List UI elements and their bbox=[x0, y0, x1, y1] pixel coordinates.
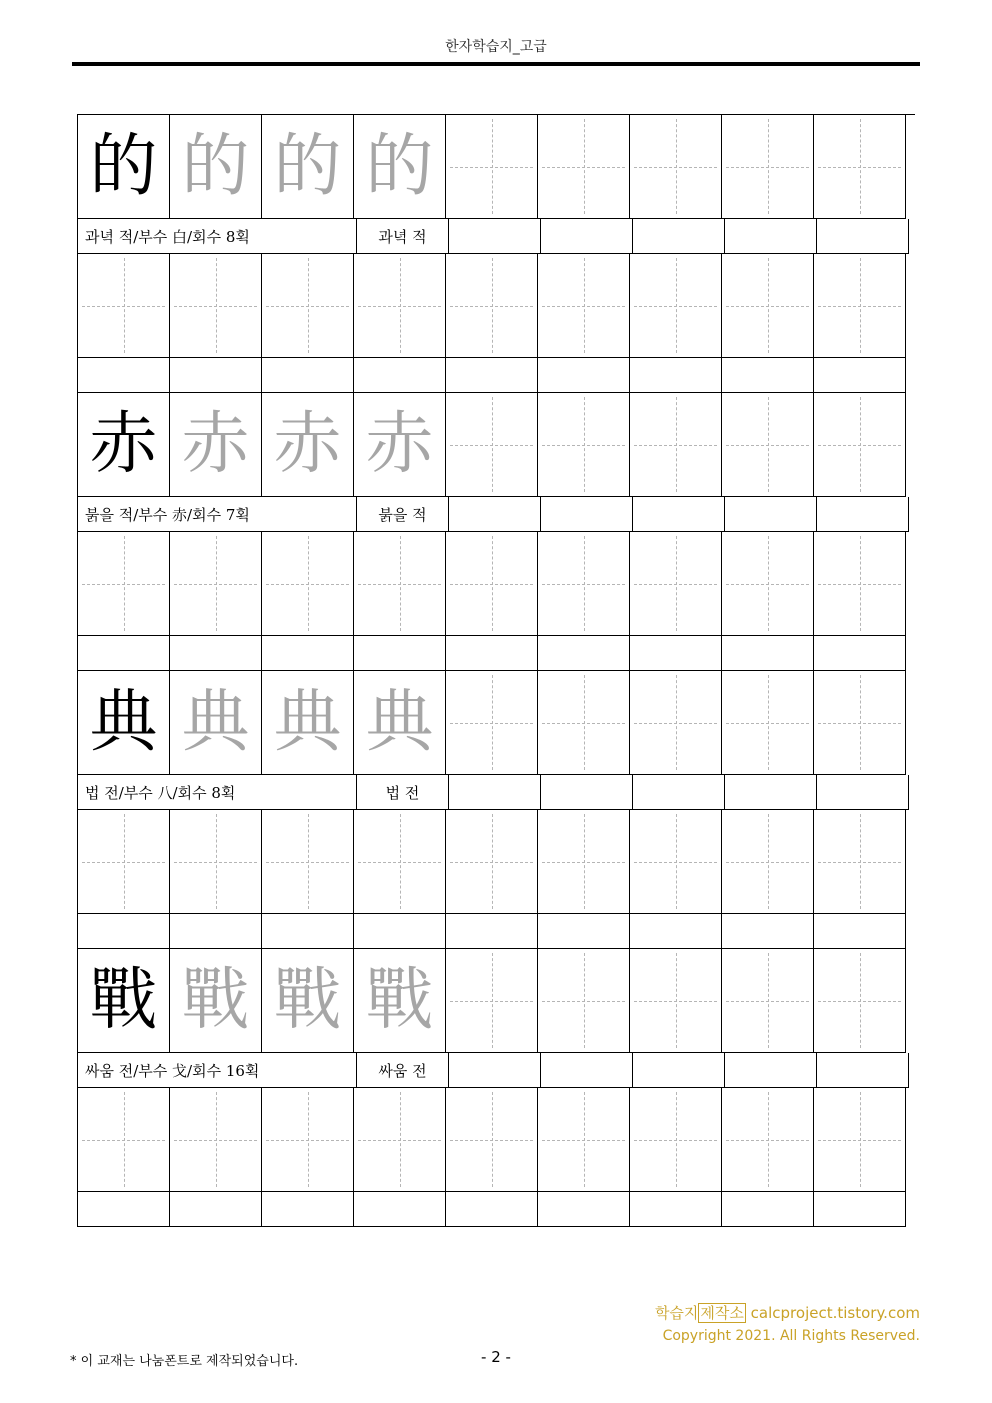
writing-cell[interactable] bbox=[170, 1088, 262, 1192]
blank-cell[interactable] bbox=[633, 219, 725, 254]
blank-cell[interactable] bbox=[630, 636, 722, 671]
model-character: 赤 bbox=[89, 404, 158, 484]
practice-row bbox=[78, 671, 915, 775]
blank-cell[interactable] bbox=[722, 636, 814, 671]
practice-row bbox=[78, 393, 915, 497]
writing-cell[interactable] bbox=[78, 532, 170, 636]
blank-cell[interactable] bbox=[541, 775, 633, 810]
practice-grid bbox=[77, 114, 915, 1227]
character-info-cell bbox=[78, 775, 357, 810]
writing-cell[interactable] bbox=[722, 671, 814, 775]
practice-row bbox=[78, 254, 915, 358]
copyright-text: Copyright 2021. All Rights Reserved. bbox=[662, 1328, 920, 1344]
blank-cell[interactable] bbox=[630, 358, 722, 393]
writing-cell[interactable] bbox=[630, 254, 722, 358]
writing-cell[interactable] bbox=[722, 1088, 814, 1192]
writing-cell[interactable] bbox=[722, 949, 814, 1053]
writing-cell[interactable] bbox=[538, 254, 630, 358]
brand-prefix: 학습지 bbox=[654, 1304, 699, 1322]
writing-cell[interactable] bbox=[262, 254, 354, 358]
blank-cell[interactable] bbox=[722, 914, 814, 949]
writing-cell[interactable] bbox=[538, 810, 630, 914]
blank-cell[interactable] bbox=[814, 914, 906, 949]
trace-character: 戰 bbox=[181, 960, 250, 1040]
writing-cell[interactable] bbox=[630, 671, 722, 775]
trace-cell[interactable] bbox=[354, 115, 446, 219]
blank-cell[interactable] bbox=[449, 775, 541, 810]
trace-cell[interactable] bbox=[262, 393, 354, 497]
meaning-cell bbox=[357, 219, 449, 254]
trace-cell[interactable] bbox=[170, 393, 262, 497]
character-info-cell bbox=[78, 219, 357, 254]
character-meaning: 싸움 전 bbox=[378, 1061, 427, 1080]
blank-cell[interactable] bbox=[262, 358, 354, 393]
blank-cell[interactable] bbox=[170, 914, 262, 949]
page-number: - 2 - bbox=[481, 1348, 511, 1366]
writing-cell[interactable] bbox=[78, 1088, 170, 1192]
writing-cell[interactable] bbox=[446, 115, 538, 219]
trace-character: 的 bbox=[365, 126, 434, 206]
writing-cell[interactable] bbox=[814, 532, 906, 636]
practice-row bbox=[78, 810, 915, 914]
blank-cell[interactable] bbox=[449, 219, 541, 254]
writing-cell[interactable] bbox=[262, 1088, 354, 1192]
writing-cell[interactable] bbox=[538, 1088, 630, 1192]
brand-boxed: 제작소 bbox=[700, 1304, 744, 1322]
blank-cell[interactable] bbox=[633, 775, 725, 810]
font-note: * 이 교재는 나눔폰트로 제작되었습니다. bbox=[70, 1354, 299, 1369]
writing-cell[interactable] bbox=[354, 1088, 446, 1192]
writing-cell[interactable] bbox=[170, 810, 262, 914]
practice-row bbox=[78, 115, 915, 219]
character-meaning: 과녁 적 bbox=[378, 227, 427, 246]
blank-cell[interactable] bbox=[541, 1053, 633, 1088]
blank-cell[interactable] bbox=[817, 219, 909, 254]
writing-cell[interactable] bbox=[630, 1088, 722, 1192]
blank-cell[interactable] bbox=[541, 497, 633, 532]
writing-cell[interactable] bbox=[78, 254, 170, 358]
info-row bbox=[78, 775, 915, 810]
writing-cell[interactable] bbox=[814, 1088, 906, 1192]
writing-cell[interactable] bbox=[814, 671, 906, 775]
blank-cell[interactable] bbox=[630, 914, 722, 949]
trace-cell[interactable] bbox=[170, 115, 262, 219]
trace-cell[interactable] bbox=[262, 115, 354, 219]
writing-cell[interactable] bbox=[262, 810, 354, 914]
writing-cell[interactable] bbox=[722, 532, 814, 636]
writing-cell[interactable] bbox=[446, 671, 538, 775]
brand-line bbox=[655, 1302, 920, 1323]
blank-cell[interactable] bbox=[354, 636, 446, 671]
writing-cell[interactable] bbox=[354, 532, 446, 636]
blank-row bbox=[78, 914, 915, 949]
writing-cell[interactable] bbox=[538, 532, 630, 636]
blank-cell[interactable] bbox=[449, 1053, 541, 1088]
page-header-title: 한자학습지_고급 bbox=[445, 39, 547, 55]
practice-row bbox=[78, 949, 915, 1053]
info-row bbox=[78, 1053, 915, 1088]
blank-cell[interactable] bbox=[817, 775, 909, 810]
writing-cell[interactable] bbox=[814, 115, 906, 219]
model-cell bbox=[78, 115, 170, 219]
blank-row bbox=[78, 636, 915, 671]
blank-row bbox=[78, 358, 915, 393]
blank-cell[interactable] bbox=[354, 358, 446, 393]
writing-cell[interactable] bbox=[446, 949, 538, 1053]
writing-cell[interactable] bbox=[722, 393, 814, 497]
blank-cell[interactable] bbox=[449, 497, 541, 532]
writing-cell[interactable] bbox=[630, 949, 722, 1053]
writing-cell[interactable] bbox=[630, 115, 722, 219]
writing-cell[interactable] bbox=[538, 393, 630, 497]
blank-cell[interactable] bbox=[170, 1192, 262, 1227]
blank-cell[interactable] bbox=[262, 1192, 354, 1227]
character-info: 법 전/부수 八/회수 8획 bbox=[85, 783, 236, 802]
writing-cell[interactable] bbox=[170, 254, 262, 358]
writing-cell[interactable] bbox=[814, 393, 906, 497]
blank-cell[interactable] bbox=[262, 636, 354, 671]
writing-cell[interactable] bbox=[446, 810, 538, 914]
blank-cell[interactable] bbox=[722, 358, 814, 393]
blank-cell[interactable] bbox=[538, 914, 630, 949]
trace-cell[interactable] bbox=[354, 949, 446, 1053]
trace-character: 典 bbox=[365, 682, 434, 762]
writing-cell[interactable] bbox=[446, 1088, 538, 1192]
blank-cell[interactable] bbox=[541, 219, 633, 254]
blank-cell[interactable] bbox=[78, 358, 170, 393]
blank-cell[interactable] bbox=[814, 636, 906, 671]
writing-cell[interactable] bbox=[446, 532, 538, 636]
info-row bbox=[78, 497, 915, 532]
writing-cell[interactable] bbox=[722, 115, 814, 219]
blank-cell[interactable] bbox=[817, 497, 909, 532]
blank-cell[interactable] bbox=[446, 1192, 538, 1227]
practice-row bbox=[78, 1088, 915, 1192]
trace-character: 的 bbox=[181, 126, 250, 206]
blank-cell[interactable] bbox=[633, 497, 725, 532]
blank-cell[interactable] bbox=[354, 914, 446, 949]
blank-cell[interactable] bbox=[722, 1192, 814, 1227]
blank-cell[interactable] bbox=[538, 358, 630, 393]
writing-cell[interactable] bbox=[262, 532, 354, 636]
model-cell bbox=[78, 671, 170, 775]
trace-character: 赤 bbox=[273, 404, 342, 484]
model-cell bbox=[78, 949, 170, 1053]
writing-cell[interactable] bbox=[446, 393, 538, 497]
writing-cell[interactable] bbox=[630, 810, 722, 914]
blank-cell[interactable] bbox=[725, 497, 817, 532]
character-info-cell bbox=[78, 1053, 357, 1088]
blank-cell[interactable] bbox=[725, 1053, 817, 1088]
blank-cell[interactable] bbox=[814, 358, 906, 393]
meaning-cell bbox=[357, 775, 449, 810]
blank-cell[interactable] bbox=[817, 1053, 909, 1088]
blank-row bbox=[78, 1192, 915, 1227]
blank-cell[interactable] bbox=[814, 1192, 906, 1227]
character-info-cell bbox=[78, 497, 357, 532]
blank-cell[interactable] bbox=[78, 636, 170, 671]
model-character: 戰 bbox=[89, 960, 158, 1040]
header-rule bbox=[72, 62, 920, 66]
trace-character: 典 bbox=[181, 682, 250, 762]
trace-cell[interactable] bbox=[170, 949, 262, 1053]
trace-character: 典 bbox=[273, 682, 342, 762]
trace-cell[interactable] bbox=[262, 949, 354, 1053]
blank-cell[interactable] bbox=[446, 914, 538, 949]
blank-cell[interactable] bbox=[354, 1192, 446, 1227]
model-character: 典 bbox=[89, 682, 158, 762]
writing-cell[interactable] bbox=[722, 810, 814, 914]
trace-cell[interactable] bbox=[262, 671, 354, 775]
writing-cell[interactable] bbox=[722, 254, 814, 358]
trace-character: 戰 bbox=[365, 960, 434, 1040]
blank-cell[interactable] bbox=[170, 636, 262, 671]
trace-cell[interactable] bbox=[354, 671, 446, 775]
blank-cell[interactable] bbox=[725, 219, 817, 254]
writing-cell[interactable] bbox=[354, 254, 446, 358]
blank-cell[interactable] bbox=[78, 1192, 170, 1227]
model-character: 的 bbox=[89, 126, 158, 206]
writing-cell[interactable] bbox=[814, 254, 906, 358]
trace-character: 的 bbox=[273, 126, 342, 206]
writing-cell[interactable] bbox=[630, 393, 722, 497]
writing-cell[interactable] bbox=[538, 949, 630, 1053]
trace-character: 赤 bbox=[365, 404, 434, 484]
blank-cell[interactable] bbox=[262, 914, 354, 949]
blank-cell[interactable] bbox=[446, 636, 538, 671]
character-meaning: 붉을 적 bbox=[378, 505, 427, 524]
practice-row bbox=[78, 532, 915, 636]
writing-cell[interactable] bbox=[78, 810, 170, 914]
info-row bbox=[78, 219, 915, 254]
blank-cell[interactable] bbox=[170, 358, 262, 393]
blank-cell[interactable] bbox=[78, 914, 170, 949]
blank-cell[interactable] bbox=[446, 358, 538, 393]
model-cell bbox=[78, 393, 170, 497]
writing-cell[interactable] bbox=[630, 532, 722, 636]
blank-cell[interactable] bbox=[538, 636, 630, 671]
trace-cell[interactable] bbox=[170, 671, 262, 775]
character-info: 과녁 적/부수 白/회수 8획 bbox=[85, 227, 250, 246]
writing-cell[interactable] bbox=[814, 949, 906, 1053]
writing-cell[interactable] bbox=[354, 810, 446, 914]
writing-cell[interactable] bbox=[446, 254, 538, 358]
character-info: 붉을 적/부수 赤/회수 7획 bbox=[85, 505, 250, 524]
writing-cell[interactable] bbox=[814, 810, 906, 914]
meaning-cell bbox=[357, 1053, 449, 1088]
blank-cell[interactable] bbox=[725, 775, 817, 810]
writing-cell[interactable] bbox=[170, 532, 262, 636]
trace-cell[interactable] bbox=[354, 393, 446, 497]
meaning-cell bbox=[357, 497, 449, 532]
blank-cell[interactable] bbox=[633, 1053, 725, 1088]
trace-character: 赤 bbox=[181, 404, 250, 484]
character-meaning: 법 전 bbox=[385, 783, 420, 802]
brand-url[interactable]: calcproject.tistory.com bbox=[745, 1304, 920, 1322]
character-info: 싸움 전/부수 戈/회수 16획 bbox=[85, 1061, 260, 1080]
writing-cell[interactable] bbox=[538, 115, 630, 219]
writing-cell[interactable] bbox=[538, 671, 630, 775]
trace-character: 戰 bbox=[273, 960, 342, 1040]
blank-cell[interactable] bbox=[630, 1192, 722, 1227]
blank-cell[interactable] bbox=[538, 1192, 630, 1227]
